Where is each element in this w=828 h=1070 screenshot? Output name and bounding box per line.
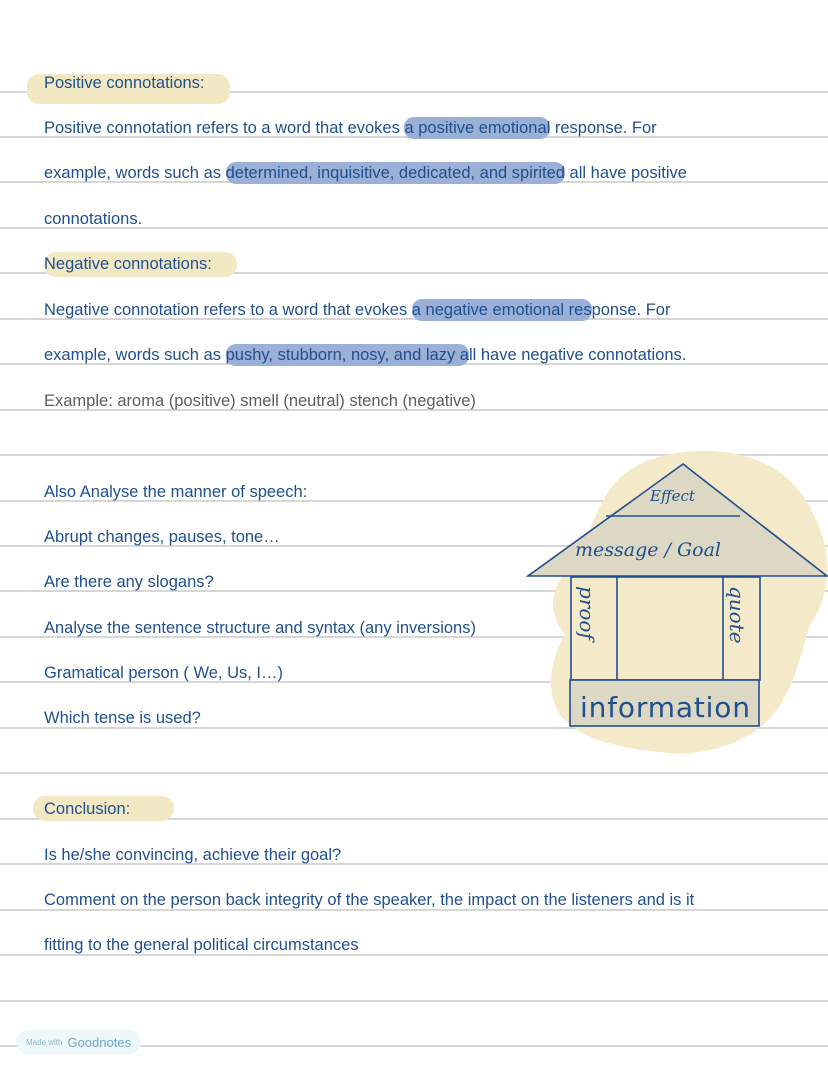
conclusion-item: Comment on the person back integrity of the speaker, the impact on the listeners and is it: [44, 891, 695, 909]
house-diagram-svg: [510, 440, 828, 760]
manner-item: Gramatical person ( We, Us, I…): [44, 664, 284, 682]
rule-line: [0, 1000, 828, 1002]
positive-line-1: [44, 118, 657, 138]
text-segment: Positive connotation refers to a word that evokes: [44, 119, 405, 137]
word-highlight: pushy, stubborn, nosy, and lazy a: [225, 346, 469, 364]
right-pillar-label: quote: [725, 586, 749, 644]
negative-line-1: [44, 300, 670, 320]
text-segment: ponse. For: [591, 301, 671, 319]
left-pillar-label: proof: [575, 586, 599, 640]
manner-item: Are there any slogans?: [44, 573, 214, 591]
roof-top-label: Effect: [650, 487, 695, 505]
text-segment: ll have negative connotations.: [468, 346, 687, 364]
conclusion-heading: Conclusion:: [44, 800, 131, 818]
negative-example: Example: aroma (positive) smell (neutral) stench (negative): [44, 392, 476, 410]
conclusion-item: Is he/she convincing, achieve their goal?: [44, 846, 342, 864]
foundation-label: information: [580, 691, 750, 724]
goodnotes-brand: Goodnotes: [67, 1034, 132, 1050]
word-highlight: a negative emotional res: [411, 301, 592, 319]
house-diagram: [510, 440, 828, 760]
manner-item: Which tense is used?: [44, 709, 201, 727]
text-segment: Negative connotation refers to a word that evokes: [44, 301, 412, 319]
word-highlight: a positive emotional: [404, 119, 551, 137]
conclusion-item: fitting to the general political circumstances: [44, 936, 359, 954]
manner-item: Abrupt changes, pauses, tone…: [44, 528, 280, 546]
text-segment: example, words such as: [44, 346, 226, 364]
positive-line-2: [44, 163, 687, 183]
roof-bottom-label: message / Goal: [575, 539, 721, 561]
text-segment: response. For: [550, 119, 657, 137]
positive-heading: Positive connotations:: [44, 74, 205, 92]
manner-item: Also Analyse the manner of speech:: [44, 483, 308, 501]
negative-line-2: [44, 345, 686, 365]
text-segment: all have positive: [564, 164, 687, 182]
positive-line-3: connotations.: [44, 210, 143, 228]
negative-heading: Negative connotations:: [44, 255, 212, 273]
made-with-label: Made with: [26, 1037, 63, 1047]
rule-line: [0, 772, 828, 774]
word-highlight: determined, inquisitive, dedicated, and spirited: [225, 164, 565, 182]
text-segment: example, words such as: [44, 164, 226, 182]
manner-item: Analyse the sentence structure and syntax (any inversions): [44, 619, 476, 637]
goodnotes-watermark[interactable]: [16, 1030, 141, 1054]
